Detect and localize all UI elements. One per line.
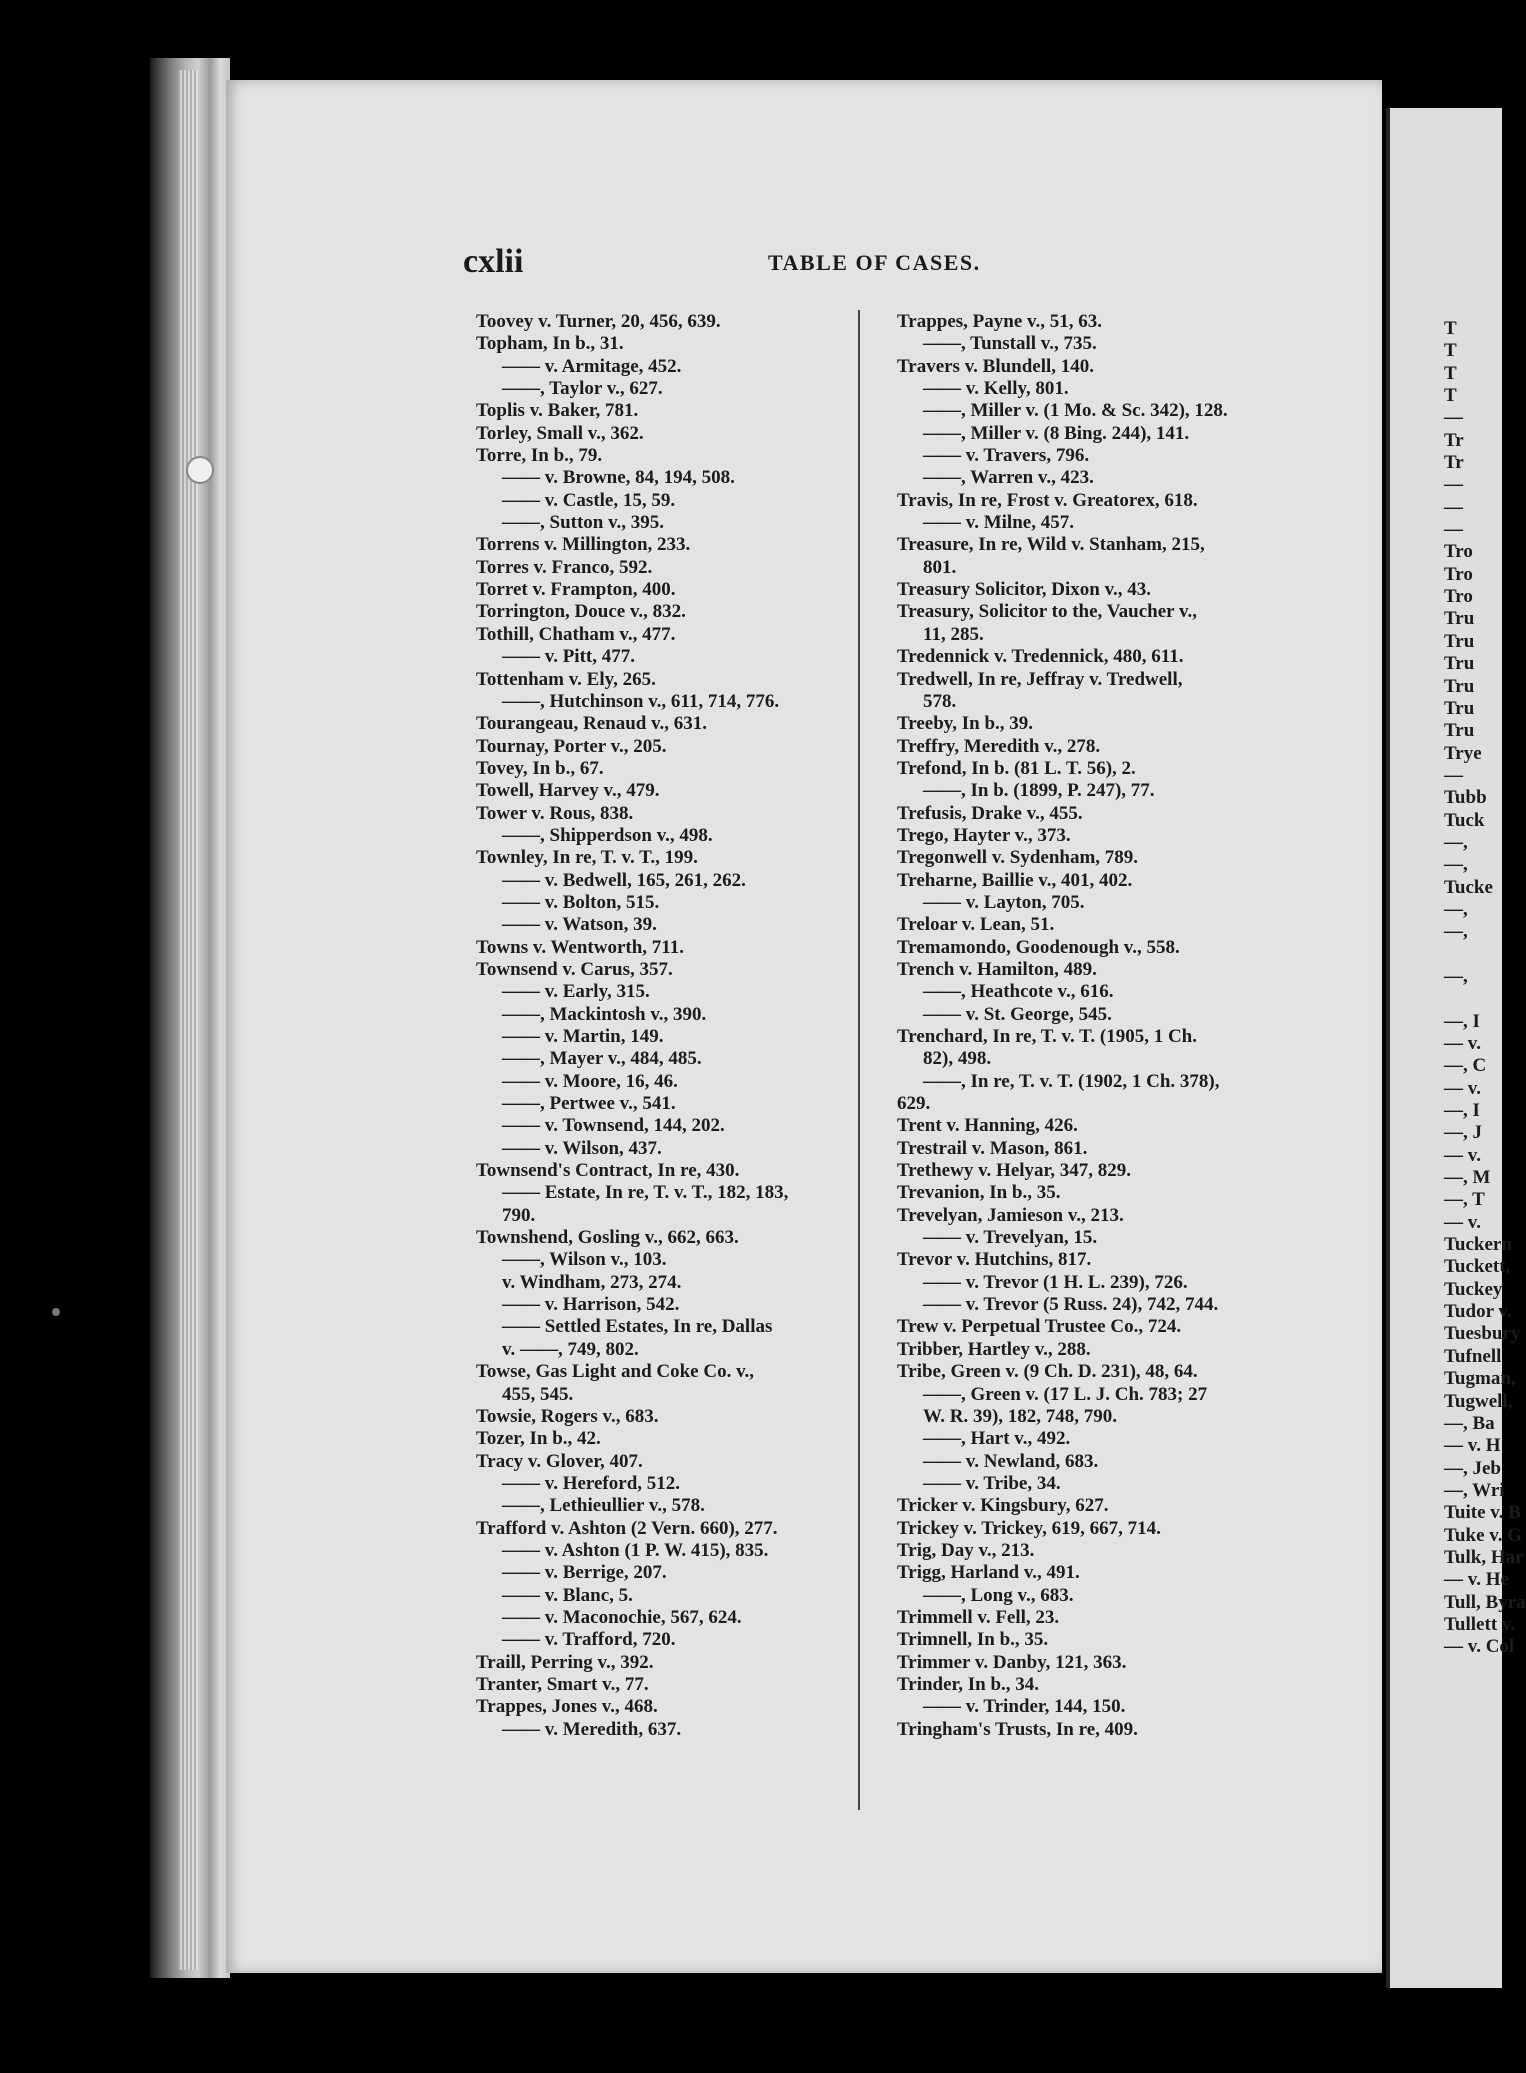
index-entry-fragment: T: [1444, 362, 1457, 384]
index-entry: —— v. Browne, 84, 194, 508.: [502, 467, 735, 489]
index-entry: —— v. Maconochie, 567, 624.: [502, 1606, 742, 1628]
index-entry-fragment: Tro: [1444, 563, 1473, 585]
right-page-column: [1444, 318, 1526, 1659]
index-entry-fragment: Trye: [1444, 742, 1482, 764]
index-entry: —— Estate, In re, T. v. T., 182, 183,: [502, 1182, 789, 1204]
index-entry-fragment: —, J: [1444, 1122, 1482, 1144]
index-entry: Trappes, Payne v., 51, 63.: [897, 311, 1102, 332]
index-entry-fragment: Tuckey: [1444, 1278, 1503, 1300]
index-entry: Trench v. Hamilton, 489.: [897, 958, 1097, 980]
index-entry: ——, Sutton v., 395.: [502, 512, 665, 534]
index-entry: Towsie, Rogers v., 683.: [476, 1405, 659, 1427]
index-entry: v. Windham, 273, 274.: [502, 1271, 682, 1293]
index-entry: ——, Miller v. (1 Mo. & Sc. 342), 128.: [923, 400, 1228, 422]
index-entry: —— v. Trafford, 720.: [502, 1629, 676, 1651]
index-entry: Trimnell, In b., 35.: [897, 1629, 1049, 1651]
index-entry: ——, Taylor v., 627.: [502, 378, 663, 400]
index-entry-fragment: [1444, 988, 1504, 1010]
index-entry-fragment: Tugman,: [1444, 1368, 1516, 1390]
index-entry: Tremamondo, Goodenough v., 558.: [897, 936, 1180, 958]
index-entry: —— v. Newland, 683.: [923, 1450, 1099, 1472]
index-entry: —— v. Bolton, 515.: [502, 891, 660, 913]
page-edges: [178, 70, 198, 1970]
index-entry-fragment: Tudor v.: [1444, 1301, 1512, 1323]
index-entry-fragment: T: [1444, 318, 1457, 339]
index-entry: —— v. Harrison, 542.: [502, 1294, 680, 1316]
index-entry-fragment: T: [1444, 385, 1457, 407]
index-entry-fragment: T: [1444, 340, 1457, 362]
index-entry: 790.: [502, 1204, 536, 1226]
index-entry: —— v. Moore, 16, 46.: [502, 1070, 678, 1092]
index-entry: ——, Heathcote v., 616.: [923, 981, 1114, 1003]
index-entry: Treasury, Solicitor to the, Vaucher v.,: [897, 601, 1197, 623]
index-entry: —— v. Tribe, 34.: [923, 1472, 1061, 1494]
index-entry: Tranter, Smart v., 77.: [476, 1673, 649, 1695]
index-entry: Toovey v. Turner, 20, 456, 639.: [476, 311, 721, 332]
index-entry-fragment: Tubb: [1444, 787, 1487, 809]
index-entry: 455, 545.: [502, 1383, 574, 1405]
index-entry: ——, In re, T. v. T. (1902, 1 Ch. 378),: [923, 1070, 1220, 1092]
index-entry: Torre, In b., 79.: [476, 445, 603, 467]
index-entry-fragment: —,: [1444, 831, 1468, 853]
index-entry-fragment: — v.: [1444, 1033, 1481, 1054]
index-entry: Trefond, In b. (81 L. T. 56), 2.: [897, 757, 1136, 779]
index-entry: ——, Pertwee v., 541.: [502, 1093, 676, 1115]
index-entry: Torret v. Frampton, 400.: [476, 579, 676, 601]
index-entry-fragment: Tr: [1444, 429, 1464, 451]
index-entry: Trethewy v. Helyar, 347, 829.: [897, 1160, 1131, 1182]
index-entry: v. ——, 749, 802.: [502, 1338, 639, 1360]
index-entry-fragment: Tru: [1444, 630, 1475, 652]
index-entry-fragment: Tuckern: [1444, 1234, 1512, 1256]
index-entry-fragment: —,: [1444, 921, 1468, 943]
index-entry-fragment: Tru: [1444, 697, 1475, 719]
index-entry: Townley, In re, T. v. T., 199.: [476, 847, 698, 869]
index-entry: Towns v. Wentworth, 711.: [476, 936, 684, 958]
index-entry: ——, Miller v. (8 Bing. 244), 141.: [923, 422, 1190, 444]
page-number: cxlii: [463, 243, 524, 280]
index-entry: —— v. Ashton (1 P. W. 415), 835.: [502, 1539, 769, 1561]
index-entry: Torley, Small v., 362.: [476, 422, 644, 444]
index-entry-fragment: — v. H: [1444, 1435, 1501, 1457]
index-entry: Tourangeau, Renaud v., 631.: [476, 713, 708, 735]
index-entry: —— v. Travers, 796.: [923, 445, 1090, 467]
index-entry: Townsend v. Carus, 357.: [476, 958, 673, 980]
index-entry: 578.: [923, 690, 957, 712]
index-entry: Treharne, Baillie v., 401, 402.: [897, 869, 1133, 891]
index-entry: ——, Mackintosh v., 390.: [502, 1003, 707, 1025]
index-entry: —— v. Wilson, 437.: [502, 1137, 662, 1159]
index-entry: —— v. Armitage, 452.: [502, 355, 682, 377]
index-entry: —— v. Bedwell, 165, 261, 262.: [502, 869, 746, 891]
index-entry: 11, 285.: [923, 623, 984, 645]
index-entry: —— v. Milne, 457.: [923, 512, 1074, 534]
index-entry: Townshend, Gosling v., 662, 663.: [476, 1227, 739, 1249]
index-entry-fragment: Tro: [1444, 586, 1473, 608]
index-entry-fragment: —,: [1444, 965, 1468, 987]
index-entry: Trevanion, In b., 35.: [897, 1182, 1061, 1204]
index-entry: Treloar v. Lean, 51.: [897, 914, 1055, 936]
index-entry-fragment: —, I: [1444, 1100, 1480, 1122]
index-entry-fragment: Tugwell,: [1444, 1390, 1513, 1412]
index-entry: —— v. Hereford, 512.: [502, 1472, 681, 1494]
index-entry-fragment: Tro: [1444, 541, 1473, 563]
index-entry: Trenchard, In re, T. v. T. (1905, 1 Ch.: [897, 1026, 1197, 1047]
index-entry-fragment: Tru: [1444, 653, 1475, 675]
index-entry: ——, Wilson v., 103.: [502, 1249, 667, 1271]
index-entry: Topham, In b., 31.: [476, 333, 624, 355]
index-entry-fragment: —,: [1444, 898, 1468, 920]
index-entry: Toplis v. Baker, 781.: [476, 400, 639, 422]
page-title: TABLE OF CASES.: [768, 250, 981, 275]
index-entry: Tribe, Green v. (9 Ch. D. 231), 48, 64.: [897, 1361, 1198, 1383]
index-entry-fragment: —, C: [1444, 1055, 1487, 1077]
index-entry: ——, Hutchinson v., 611, 714, 776.: [502, 690, 780, 712]
index-entry: Torres v. Franco, 592.: [476, 556, 653, 578]
index-entry: Trigg, Harland v., 491.: [897, 1562, 1080, 1584]
index-entry-fragment: Tuite v. B: [1444, 1502, 1521, 1524]
index-entry: —— v. Trevor (1 H. L. 239), 726.: [923, 1271, 1188, 1293]
index-entry: Treasure, In re, Wild v. Stanham, 215,: [897, 534, 1205, 556]
index-entry-fragment: Tru: [1444, 675, 1475, 697]
index-entry: Tottenham v. Ely, 265.: [476, 668, 656, 690]
index-entry: ——, Tunstall v., 735.: [923, 333, 1097, 355]
index-entry-fragment: Tr: [1444, 452, 1464, 474]
index-entry-fragment: —, T: [1444, 1189, 1485, 1211]
index-entry: Trinder, In b., 34.: [897, 1673, 1040, 1695]
index-entry-fragment: — v.: [1444, 1211, 1481, 1233]
index-entry: W. R. 39), 182, 748, 790.: [923, 1405, 1118, 1427]
index-entry-fragment: Tufnell: [1444, 1345, 1502, 1367]
index-entry: 629.: [897, 1093, 931, 1115]
index-entry-fragment: Tuesbury: [1444, 1323, 1521, 1345]
index-entry-fragment: —, Wri: [1444, 1479, 1505, 1501]
index-entry: 82), 498.: [923, 1048, 992, 1070]
middle-column: [897, 311, 1297, 1741]
index-entry: Trickey v. Trickey, 619, 667, 714.: [897, 1517, 1161, 1539]
index-entry-fragment: — v.: [1444, 1144, 1481, 1166]
dust-speck: [52, 1308, 60, 1316]
index-entry-fragment: —, Jeb: [1444, 1457, 1501, 1479]
index-entry: Tothill, Chatham v., 477.: [476, 623, 676, 645]
index-entry: —— v. Trevelyan, 15.: [923, 1227, 1098, 1249]
index-entry: Tricker v. Kingsbury, 627.: [897, 1495, 1109, 1517]
index-entry: Towse, Gas Light and Coke Co. v.,: [476, 1361, 755, 1383]
index-entry: Torrington, Douce v., 832.: [476, 601, 686, 623]
index-entry-fragment: —, Ba: [1444, 1412, 1495, 1434]
index-entry-fragment: —: [1444, 496, 1463, 518]
index-entry: Tournay, Porter v., 205.: [476, 735, 667, 757]
index-entry: ——, Hart v., 492.: [923, 1428, 1071, 1450]
index-entry-fragment: — v.: [1444, 1077, 1481, 1099]
index-entry: —— Settled Estates, In re, Dallas: [502, 1316, 773, 1338]
index-entry: Tower v. Rous, 838.: [476, 802, 634, 824]
index-entry-fragment: Tull, Byra: [1444, 1591, 1526, 1613]
index-entry: ——, Warren v., 423.: [923, 467, 1094, 489]
index-entry-fragment: —: [1444, 474, 1463, 496]
index-entry: Trestrail v. Mason, 861.: [897, 1137, 1088, 1159]
index-entry: Treffry, Meredith v., 278.: [897, 735, 1101, 757]
index-entry: Towell, Harvey v., 479.: [476, 780, 660, 802]
index-entry: ——, Shipperdson v., 498.: [502, 824, 713, 846]
index-entry: Torrens v. Millington, 233.: [476, 534, 691, 556]
index-entry: Tringham's Trusts, In re, 409.: [897, 1718, 1138, 1740]
index-entry-fragment: —: [1444, 519, 1463, 541]
index-entry-fragment: Tullett v.: [1444, 1613, 1516, 1635]
index-entry: —— v. Townsend, 144, 202.: [502, 1115, 725, 1137]
index-entry-fragment: Tuke v. G: [1444, 1524, 1522, 1546]
index-entry: Tregonwell v. Sydenham, 789.: [897, 847, 1139, 869]
index-entry: Trew v. Perpetual Trustee Co., 724.: [897, 1316, 1182, 1338]
index-entry: Trimmer v. Danby, 121, 363.: [897, 1651, 1127, 1673]
index-entry: Tredennick v. Tredennick, 480, 611.: [897, 646, 1184, 668]
index-entry: Trent v. Hanning, 426.: [897, 1115, 1078, 1137]
index-entry: Trevelyan, Jamieson v., 213.: [897, 1204, 1124, 1226]
index-entry-fragment: Tucke: [1444, 876, 1493, 898]
index-entry: Trevor v. Hutchins, 817.: [897, 1249, 1092, 1271]
index-entry: Treeby, In b., 39.: [897, 713, 1034, 735]
index-entry: ——, In b. (1899, P. 247), 77.: [923, 780, 1155, 802]
index-entry: Travers v. Blundell, 140.: [897, 355, 1095, 377]
index-entry-fragment: [1444, 944, 1504, 966]
index-entry: —— v. Early, 315.: [502, 981, 650, 1003]
index-entry: —— v. Pitt, 477.: [502, 646, 635, 668]
index-entry: ——, Mayer v., 484, 485.: [502, 1048, 702, 1070]
index-entry: Traill, Perring v., 392.: [476, 1651, 654, 1673]
index-entry: Tribber, Hartley v., 288.: [897, 1338, 1091, 1360]
index-entry-fragment: Tulk, Har: [1444, 1546, 1524, 1568]
index-entry: —— v. Kelly, 801.: [923, 378, 1069, 400]
index-entry: Trig, Day v., 213.: [897, 1539, 1035, 1561]
index-entry: Treasury Solicitor, Dixon v., 43.: [897, 579, 1152, 601]
index-entry: Tredwell, In re, Jeffray v. Tredwell,: [897, 668, 1183, 690]
index-entry: 801.: [923, 556, 957, 578]
index-entry-fragment: Tru: [1444, 720, 1475, 742]
index-entry: ——, Long v., 683.: [923, 1584, 1074, 1606]
index-entry: —— v. St. George, 545.: [923, 1003, 1112, 1025]
index-entry: Tozer, In b., 42.: [476, 1428, 601, 1450]
index-entry-fragment: —: [1444, 764, 1463, 786]
index-entry: Trego, Hayter v., 373.: [897, 824, 1071, 846]
index-entry: Trefusis, Drake v., 455.: [897, 802, 1083, 824]
index-entry: —— v. Blanc, 5.: [502, 1584, 633, 1606]
index-entry: —— v. Watson, 39.: [502, 914, 657, 936]
index-entry: Trappes, Jones v., 468.: [476, 1696, 658, 1718]
index-entry: —— v. Martin, 149.: [502, 1026, 664, 1047]
index-entry: —— v. Meredith, 637.: [502, 1718, 682, 1740]
index-entry: Travis, In re, Frost v. Greatorex, 618.: [897, 489, 1198, 511]
index-entry-fragment: —: [1444, 407, 1463, 429]
index-entry-fragment: — v. Col: [1444, 1636, 1515, 1658]
index-entry: ——, Green v. (17 L. J. Ch. 783; 27: [923, 1383, 1208, 1405]
index-entry: —— v. Berrige, 207.: [502, 1562, 667, 1584]
index-entry-fragment: Tuckett,: [1444, 1256, 1511, 1278]
index-entry: —— v. Layton, 705.: [923, 891, 1085, 913]
index-entry-fragment: Tru: [1444, 608, 1475, 630]
index-entry: Trimmell v. Fell, 23.: [897, 1606, 1060, 1628]
index-entry: Tovey, In b., 67.: [476, 757, 604, 779]
index-entry-fragment: —, M: [1444, 1167, 1491, 1189]
index-entry-fragment: —,: [1444, 854, 1468, 876]
index-entry: Trafford v. Ashton (2 Vern. 660), 277.: [476, 1517, 778, 1539]
index-entry-fragment: — v. He: [1444, 1569, 1509, 1591]
index-entry-fragment: —, I: [1444, 1010, 1480, 1032]
index-entry: Tracy v. Glover, 407.: [476, 1450, 643, 1472]
binding-hole: [186, 456, 214, 484]
index-entry: Townsend's Contract, In re, 430.: [476, 1160, 740, 1182]
index-entry: —— v. Trinder, 144, 150.: [923, 1696, 1126, 1718]
left-column: [476, 311, 876, 1741]
index-entry: —— v. Castle, 15, 59.: [502, 489, 676, 511]
index-entry: —— v. Trevor (5 Russ. 24), 742, 744.: [923, 1294, 1219, 1316]
index-entry: ——, Lethieullier v., 578.: [502, 1495, 705, 1517]
index-entry-fragment: Tuck: [1444, 809, 1485, 831]
